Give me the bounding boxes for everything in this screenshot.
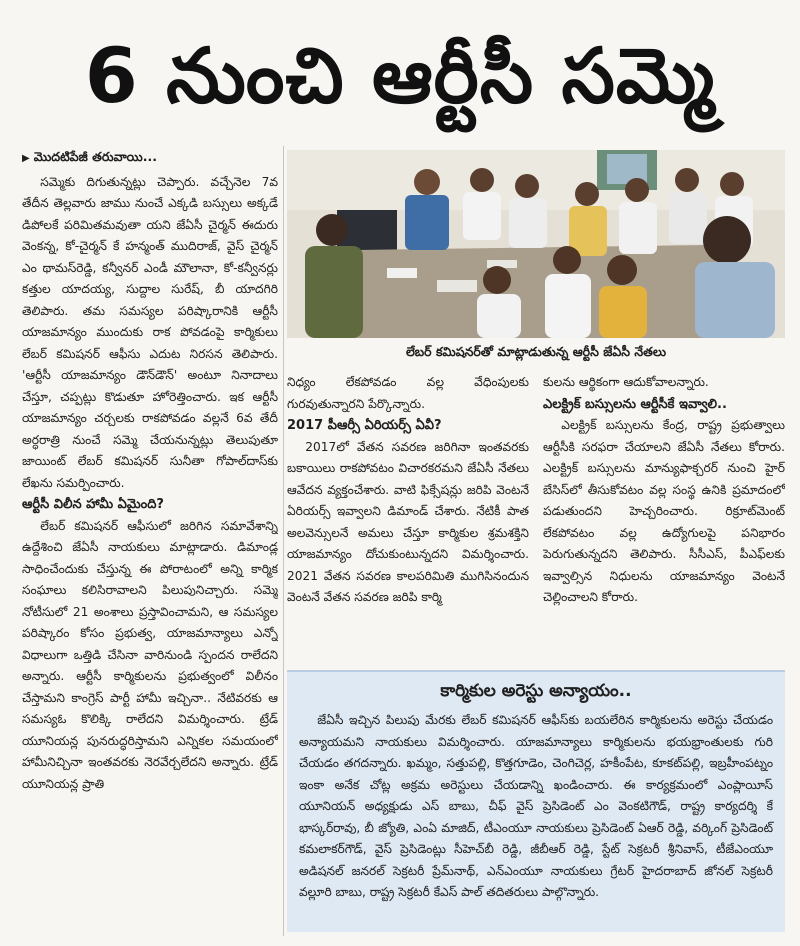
continuation-label bbox=[22, 146, 278, 170]
article-column-2 bbox=[287, 372, 529, 668]
paragraph: ఎలక్ట్రిక్ బస్సులను కేంద్ర, రాష్ట్ర ప్రభుత్వాలు ఆర్టీసీకి సరఫరా చేయాలని జేఏసీ నేతలు కోరారు. ఎలక్ట్రిక్ బస్సులను మాన్యుఫాక్చరర్ నుంచి హైర్ బేసిస్‌లో తీసుకోవటం వల్ల సంస్థ ఉనికి ప్రమాదంలో పడుతుందని హెచ్చరించారు. రిక్రూట్‌మెంట్ లేకపోవటం వల్ల ఉద్యోగులపై పనిభారం పెరుగుతున్నదని తెలిపారు. సీసీఎస్, పీఎఫ్‌లకు ఇవ్వాల్సిన నిధులను యాజమాన్యం వెంటనే చెల్లించాలని కోరారు. bbox=[543, 418, 785, 604]
column-divider bbox=[283, 146, 284, 936]
article-column-3 bbox=[543, 372, 785, 668]
paragraph: నిధ్యం లేకపోవడం వల్ల వేధింపులకు గురవుతున్నారని పేర్కొన్నారు. bbox=[287, 375, 529, 411]
headline: 6 నుంచి ఆర్టీసీ సమ్మె bbox=[84, 31, 716, 120]
subheading: 2017 పీఆర్సీ ఏరియర్స్ ఏవీ? bbox=[287, 418, 442, 433]
article-column-1 bbox=[22, 146, 278, 936]
box-body: జేఏసీ ఇచ్చిన పిలుపు మేరకు లేబర్ కమిషనర్ ఆఫీస్‌కు బయలేరిన కార్మికులను అరెస్టు చేయడం అన్యాయమని నాయకులు విమర్శించారు. యాజమాన్యాలు కార్మికులను భయభ్రాంతులకు గురి చేయడం తగదన్నారు. ఖమ్మం, సత్తుపల్లి, కొత్తగూడెం, చెంగిచెర్ల, హకీంపేట, కూకట్‌పల్లి, ఇబ్రహీంపట్నం ఇంకా అనేక చోట్ల అక్రమ అరెస్టులు చేయడాన్ని ఖండించారు. ఈ కార్యక్రమంలో ఎంప్లాయీస్ యూనియన్ అధ్యక్షుడు ఎస్ బాబు, చీఫ్ వైస్ ప్రెసిడెంట్ ఎం వెంకటిగౌడ్, రాష్ట్ర కార్యదర్శి కే భాస్కర్‌రావు, బీ జ్యోతి, ఎంఏ మాజిద్, టీఎంయూ నాయకులు ప్రెసిడెంట్ ఏఆర్ రెడ్డి, వర్కింగ్ ప్రెసిడెంట్ కమలాకర్‌గౌడ్, వైస్ ప్రెసిడెంట్లు సీహెచ్‌బీ రెడ్డి, జీబీఆర్ రెడ్డి, స్టేట్ సెక్రటరీ శ్రీనివాస్, టీజేఎంయూ అడిషనల్ జనరల్ సెక్రటరీ ప్రేమ్‌నాథ్, ఎన్ఎంయూ నాయకులు గ్రేటర్ హైదరాబాద్ జోనల్ సెక్రటరీ వల్లూరి బాబు, రాష్ట్ర సెక్రటరీ కేఎస్ పాల్ తదితరులు పాల్గొన్నారు. bbox=[299, 713, 773, 899]
continuation-text: మొదటిపేజీ తరువాయి... bbox=[33, 149, 157, 164]
paragraph: కులను ఆర్థికంగా ఆదుకోవాలన్నారు. bbox=[543, 375, 709, 389]
paragraph: లేబర్ కమిషనర్ ఆఫీసులో జరిగిన సమావేశాన్ని ఉద్దేశించి జేఏసీ నాయకులు మాట్లాడారు. డిమాండ్ల సాధించేందుకు చేస్తున్న ఈ పోరాటంలో అన్ని కార్మిక సంఘాలు కలిసిరావాలని పిలుపునిచ్చారు. సమ్మె నోటీసులో 21 అంశాలు ప్రస్తావించామని, ఆ సమస్యల పరిష్కారం కోసం ప్రభుత్వ, యాజమాన్యాలు ఎన్నో విధాలుగా ఒత్తిడి చేసినా వారినుండి స్పందన రాలేదని అన్నారు. ఆర్టీసీ కార్మికులను ప్రభుత్వంలో విలీనం చేస్తామని కాంగ్రెస్ పార్టీ హామీ ఇచ్చినా.. నేటివరకు ఆ సమస్యఓ కొలిక్కి రాలేదని విమర్శించారు. ట్రేడ్ యూనియన్ల పునరుద్ధరిస్తామని ఎన్నికల సమయంలో హామీనిచ్చినా ఇంతవరకు నెరవేర్చలేదని అన్నారు. ట్రేడ్ యూనియన్ల ప్రాతి bbox=[22, 518, 278, 791]
highlight-box bbox=[287, 670, 785, 932]
news-photo bbox=[287, 150, 785, 338]
paragraph: 2017లో వేతన సవరణ జరిగినా ఇంతవరకు బకాయిలు రాకపోవటం విచారకరమని జేఏసీ నేతలు ఆవేదన వ్యక్తంచేశారు. వాటి ఫిక్సేషన్లు జరిపి వెంటనే ఏరియర్స్ ఇవ్వాలని డిమాండ్ చేశారు. నేటికీ పాత అలవెన్సులనే అమలు చేస్తూ కార్మికుల శ్రమశక్తిని యాజమాన్యం దోచుకుంటున్నదని విమర్శించారు. 2021 వేతన సవరణ కాలపరిమితి ముగిసినందున వెంటనే వేతన సవరణ జరిపి కార్మి bbox=[287, 439, 529, 604]
subheading: ఎలక్ట్రిక్ బస్సులను ఆర్టీసీకే ఇవ్వాలి.. bbox=[543, 396, 727, 412]
box-title: కార్మికుల అరెస్టు అన్యాయం.. bbox=[440, 681, 632, 701]
paragraph: సమ్మెకు దిగుతున్నట్లు చెప్పారు. వచ్చేనెల 7వ తేదీన తెల్లవారు జాము నుంచే ఎక్కడి బస్సులు అక్కడే డిపోలకే పరిమితమవుతా యని జేఏసీ చైర్మన్ ఈదురు వెంకన్న, కో-చైర్మన్ కే హన్మంత్ ముదిరాజ్, వైస్ చైర్మన్ ఎం థామస్‌రెడ్డి, కన్వీనర్ ఎండీ మౌలానా, కో-కన్వీనర్లు కత్తుల యాదయ్య, సుద్దాల సురేష్, బీ యాదగిరి తెలిపారు. తమ సమస్యల పరిష్కారానికి ఆర్టీసీ యాజమాన్యం ముందుకు రాక పోవడంపై కార్మికులు లేబర్ కమిషనర్ ఆఫీసు ఎదుట నిరసన తెలిపారు. 'ఆర్టీసీ యాజమాన్యం డౌన్‌డౌన్' అంటూ నినాదాలు చేస్తూ, చప్పట్లు కొడుతూ హోరెత్తించారు. ఇక ఆర్టీసీ యాజమాన్యం చర్చలకు రాకపోవడం వల్లనే 6వ తేదీ అర్ధరాత్రి నుంచే సమ్మె చేయనున్నట్లు తెలుపుతూ జాయింట్ లేబర్ కమిషనర్ సునీతా గోపాల్‌దాస్‌కు లేఖను సమర్పించారు. bbox=[22, 174, 278, 490]
triangle-icon: ▶ bbox=[22, 153, 30, 164]
subheading: ఆర్టీసీ విలీన హామీ ఏమైంది? bbox=[22, 497, 164, 512]
photo-caption: లేబర్ కమిషనర్‌తో మాట్లాడుతున్న ఆర్టీసీ జేఏసీ నేతలు bbox=[405, 344, 667, 359]
